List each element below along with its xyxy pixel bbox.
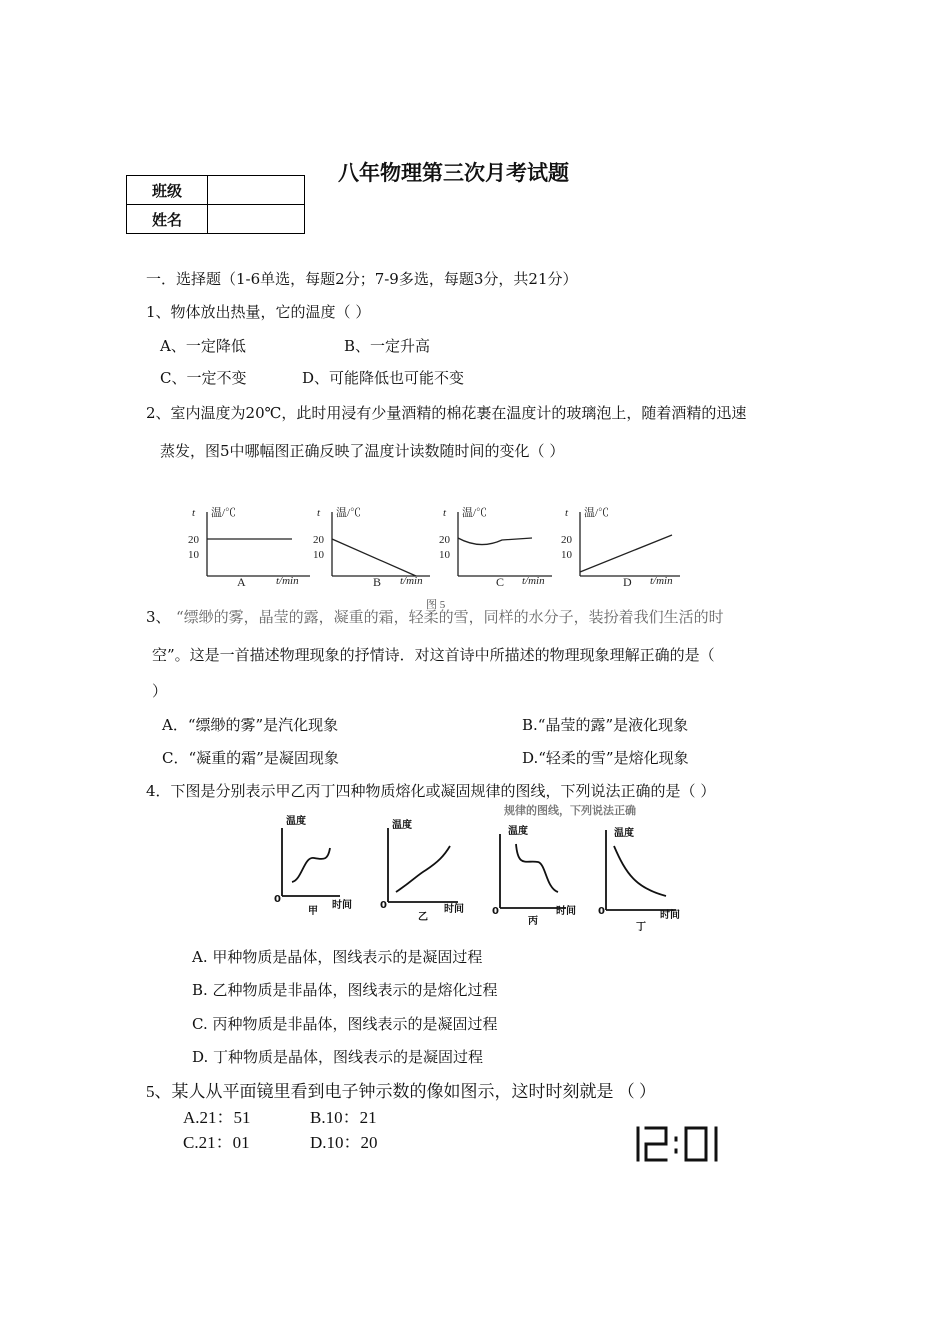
- q1-stem: 1、物体放出热量，它的温度（ ）: [146, 303, 371, 321]
- q2-b-tick-20: 20: [313, 534, 324, 546]
- q3-option-d: D.“轻柔的雪”是熔化现象: [522, 749, 689, 767]
- q4-ding-panel-label: 丁: [636, 922, 646, 933]
- q4-stem: 4．下图是分别表示甲乙丙丁四种物质熔化或凝固规律的图线，下列说法正确的是（ ）: [146, 782, 716, 800]
- q4-jia-origin: 0: [274, 894, 281, 905]
- student-info-table: [126, 175, 305, 234]
- q2-c-x-label: t/min: [522, 575, 545, 587]
- name-label: 姓名: [127, 205, 208, 234]
- q2-figure-caption: 图 5: [426, 599, 446, 611]
- q2-b-panel-label: B: [373, 575, 382, 589]
- q3-number: 3、: [146, 608, 171, 626]
- q5-option-b: B.10：21: [310, 1108, 377, 1127]
- q2-b-y-label: 温/℃: [336, 507, 362, 519]
- q4-ding-x-label: 时间: [660, 910, 680, 921]
- q4-bing-panel-label: 丙: [528, 916, 538, 927]
- q3-line2: 空”。这是一首描述物理现象的抒情诗．对这首诗中所描述的物理现象理解正确的是（: [152, 646, 715, 664]
- q4-option-d: D. 丁种物质是晶体，图线表示的是凝固过程: [192, 1048, 484, 1066]
- q3-option-c: C．“凝重的霜”是凝固现象: [162, 749, 339, 767]
- name-field[interactable]: [208, 205, 305, 234]
- q1-option-d: D、可能降低也可能不变: [302, 369, 465, 387]
- q4-ding-origin: 0: [598, 906, 605, 917]
- q5-option-a: A.21：51: [183, 1108, 251, 1127]
- q2-a-t-label: t: [192, 507, 196, 519]
- q2-d-x-label: t/min: [650, 575, 673, 587]
- q2-b-t-label: t: [317, 507, 321, 519]
- q4-bing-x-label: 时间: [556, 906, 576, 917]
- q2-a-tick-10: 10: [188, 549, 199, 561]
- q4-option-c: C. 丙种物质是非晶体，图线表示的是凝固过程: [192, 1015, 498, 1033]
- q2-stem-line1: 2、室内温度为20℃，此时用浸有少量酒精的棉花裹在温度计的玻璃泡上，随着酒精的迅速: [146, 404, 747, 422]
- q3-option-b: B.“晶莹的露”是液化现象: [522, 716, 689, 734]
- q4-option-a: A. 甲种物质是晶体，图线表示的是凝固过程: [192, 948, 483, 966]
- q2-d-tick-20: 20: [561, 534, 572, 546]
- q2-c-t-label: t: [443, 507, 447, 519]
- q4-ding-y-label: 温度: [614, 828, 634, 839]
- q2-figure: [180, 498, 700, 616]
- q2-d-t-label: t: [565, 507, 569, 519]
- q3-option-a: A．“缥缈的雾”是汽化现象: [162, 716, 339, 734]
- q4-jia-panel-label: 甲: [308, 906, 318, 917]
- q1-option-b: B、一定升高: [344, 337, 431, 355]
- q5-option-c: C.21：01: [183, 1133, 250, 1152]
- q4-bing-origin: 0: [492, 906, 499, 917]
- section-heading: 一．选择题（1-6单选，每题2分；7-9多选，每题3分，共21分）: [146, 270, 578, 288]
- q2-c-tick-10: 10: [439, 549, 450, 561]
- page-title: 八年物理第三次月考试题: [338, 161, 569, 185]
- q1-option-c: C、一定不变: [160, 369, 247, 387]
- digital-clock-display: [632, 1122, 724, 1166]
- q4-bing-y-label: 温度: [508, 826, 528, 837]
- q2-a-panel-label: A: [237, 575, 246, 589]
- q2-c-panel-label: C: [496, 575, 505, 589]
- table-row: [127, 176, 305, 205]
- q2-a-x-label: t/min: [276, 575, 299, 587]
- class-field[interactable]: [208, 176, 305, 205]
- q2-stem-line2: 蒸发，图5中哪幅图正确反映了温度计读数随时间的变化（ ）: [160, 442, 565, 460]
- q5-stem: 5、某人从平面镜里看到电子钟示数的像如图示，这时时刻就是 （ ）: [146, 1082, 656, 1101]
- q4-option-b: B. 乙种物质是非晶体，图线表示的是熔化过程: [192, 981, 498, 999]
- q5-option-d: D.10：20: [310, 1133, 378, 1152]
- q4-yi-origin: 0: [380, 900, 387, 911]
- q2-b-x-label: t/min: [400, 575, 423, 587]
- q4-yi-x-label: 时间: [444, 904, 464, 915]
- q4-jia-x-label: 时间: [332, 900, 352, 911]
- q2-b-tick-10: 10: [313, 549, 324, 561]
- q2-c-y-label: 温/℃: [462, 507, 488, 519]
- q1-option-a: A、一定降低: [160, 337, 246, 355]
- q2-a-y-label: 温/℃: [211, 507, 237, 519]
- q2-d-tick-10: 10: [561, 549, 572, 561]
- q4-figure: [268, 804, 688, 934]
- q3-line3: ）: [152, 682, 168, 700]
- q2-c-tick-20: 20: [439, 534, 450, 546]
- class-label: 班级: [127, 176, 208, 205]
- q2-d-panel-label: D: [623, 575, 632, 589]
- q2-d-y-label: 温/℃: [584, 507, 610, 519]
- q4-scrap-text: 规律的图线，下列说法正确: [504, 804, 636, 817]
- q3-line1: “缥缈的雾，晶莹的露，凝重的霜，轻柔的雪，同样的水分子，装扮着我们生活的时: [176, 608, 724, 626]
- table-row: [127, 205, 305, 234]
- q4-jia-y-label: 温度: [286, 816, 306, 827]
- q4-yi-panel-label: 乙: [418, 912, 428, 923]
- q4-yi-y-label: 温度: [392, 820, 412, 831]
- q2-a-tick-20: 20: [188, 534, 199, 546]
